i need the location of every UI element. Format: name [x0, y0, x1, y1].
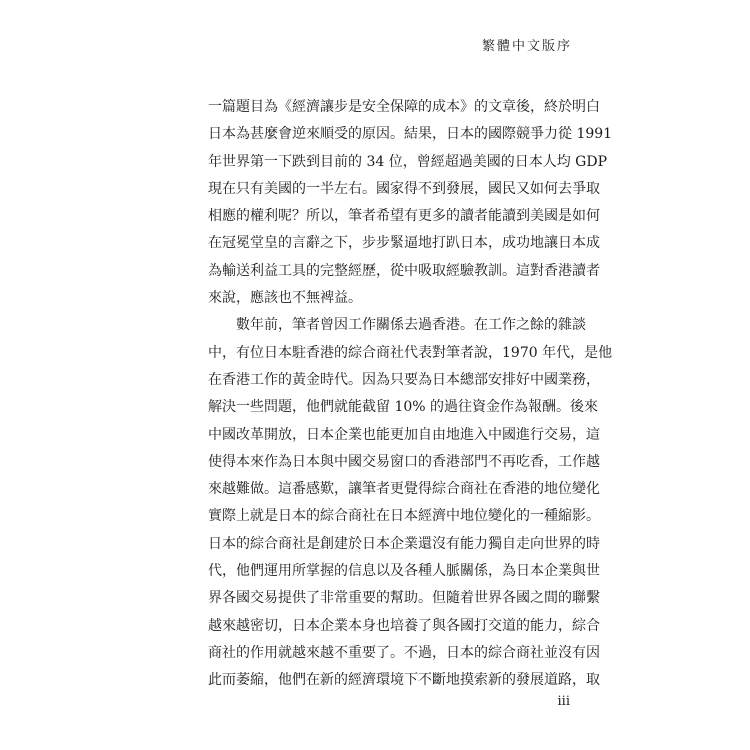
text-line: 越來越密切，日本企業本身也培養了與各國打交道的能力，綜合	[208, 617, 600, 634]
text-line: 相應的權利呢？所以，筆者希望有更多的讀者能讀到美國是如何	[208, 208, 600, 225]
text-line: 中國改革開放，日本企業也能更加自由地進入中國進行交易，這	[208, 426, 600, 443]
text-line: 數年前，筆者曾因工作關係去過香港。在工作之餘的雜談	[236, 317, 586, 334]
body-text	[208, 94, 613, 695]
text-line: 此而萎縮，他們在新的經濟環境下不斷地摸索新的發展道路，取	[208, 672, 600, 689]
text-line: 來說，應該也不無裨益。	[208, 290, 362, 307]
text-line: 來越難做。這番感歎，讓筆者更覺得綜合商社在香港的地位變化	[208, 481, 600, 498]
text-line: 現在只有美國的一半左右。國家得不到發展，國民又如何去爭取	[208, 180, 600, 197]
page-number: iii	[557, 694, 570, 709]
text-line: 日本為甚麼會逆來順受的原因。結果，日本的國際競爭力從 1991	[208, 126, 613, 143]
text-line: 實際上就是日本的綜合商社在日本經濟中地位變化的一種縮影。	[208, 508, 600, 525]
text-line: 解決一些問題，他們就能截留 10% 的過往資金作為報酬。後來	[208, 399, 599, 416]
text-line: 使得本來作為日本與中國交易窗口的香港部門不再吃香，工作越	[208, 453, 600, 470]
text-line: 為輸送利益工具的完整經歷，從中吸取經驗教訓。這對香港讀者	[208, 262, 600, 279]
text-line: 代，他們運用所掌握的信息以及各種人脈關係，為日本企業與世	[208, 563, 600, 580]
text-line: 年世界第一下跌到目前的 34 位，曾經超過美國的日本人均 GDP	[208, 153, 607, 170]
running-head: 繁體中文版序	[481, 39, 572, 54]
text-line: 一篇題目為《經濟讓步是安全保障的成本》的文章後，終於明白	[208, 99, 600, 115]
text-line: 在冠冕堂皇的言辭之下，步步緊逼地打趴日本，成功地讓日本成	[208, 235, 600, 252]
text-line: 商社的作用就越來越不重要了。不過，日本的綜合商社並沒有因	[208, 644, 600, 661]
text-line: 中，有位日本駐香港的綜合商社代表對筆者說，1970 年代，是他	[208, 344, 613, 361]
text-line: 日本的綜合商社是創建於日本企業還沒有能力獨自走向世界的時	[208, 535, 600, 552]
text-line: 在香港工作的黃金時代。因為只要為日本總部安排好中國業務，	[208, 371, 600, 388]
text-line: 界各國交易提供了非常重要的幫助。但隨着世界各國之間的聯繫	[208, 590, 600, 607]
